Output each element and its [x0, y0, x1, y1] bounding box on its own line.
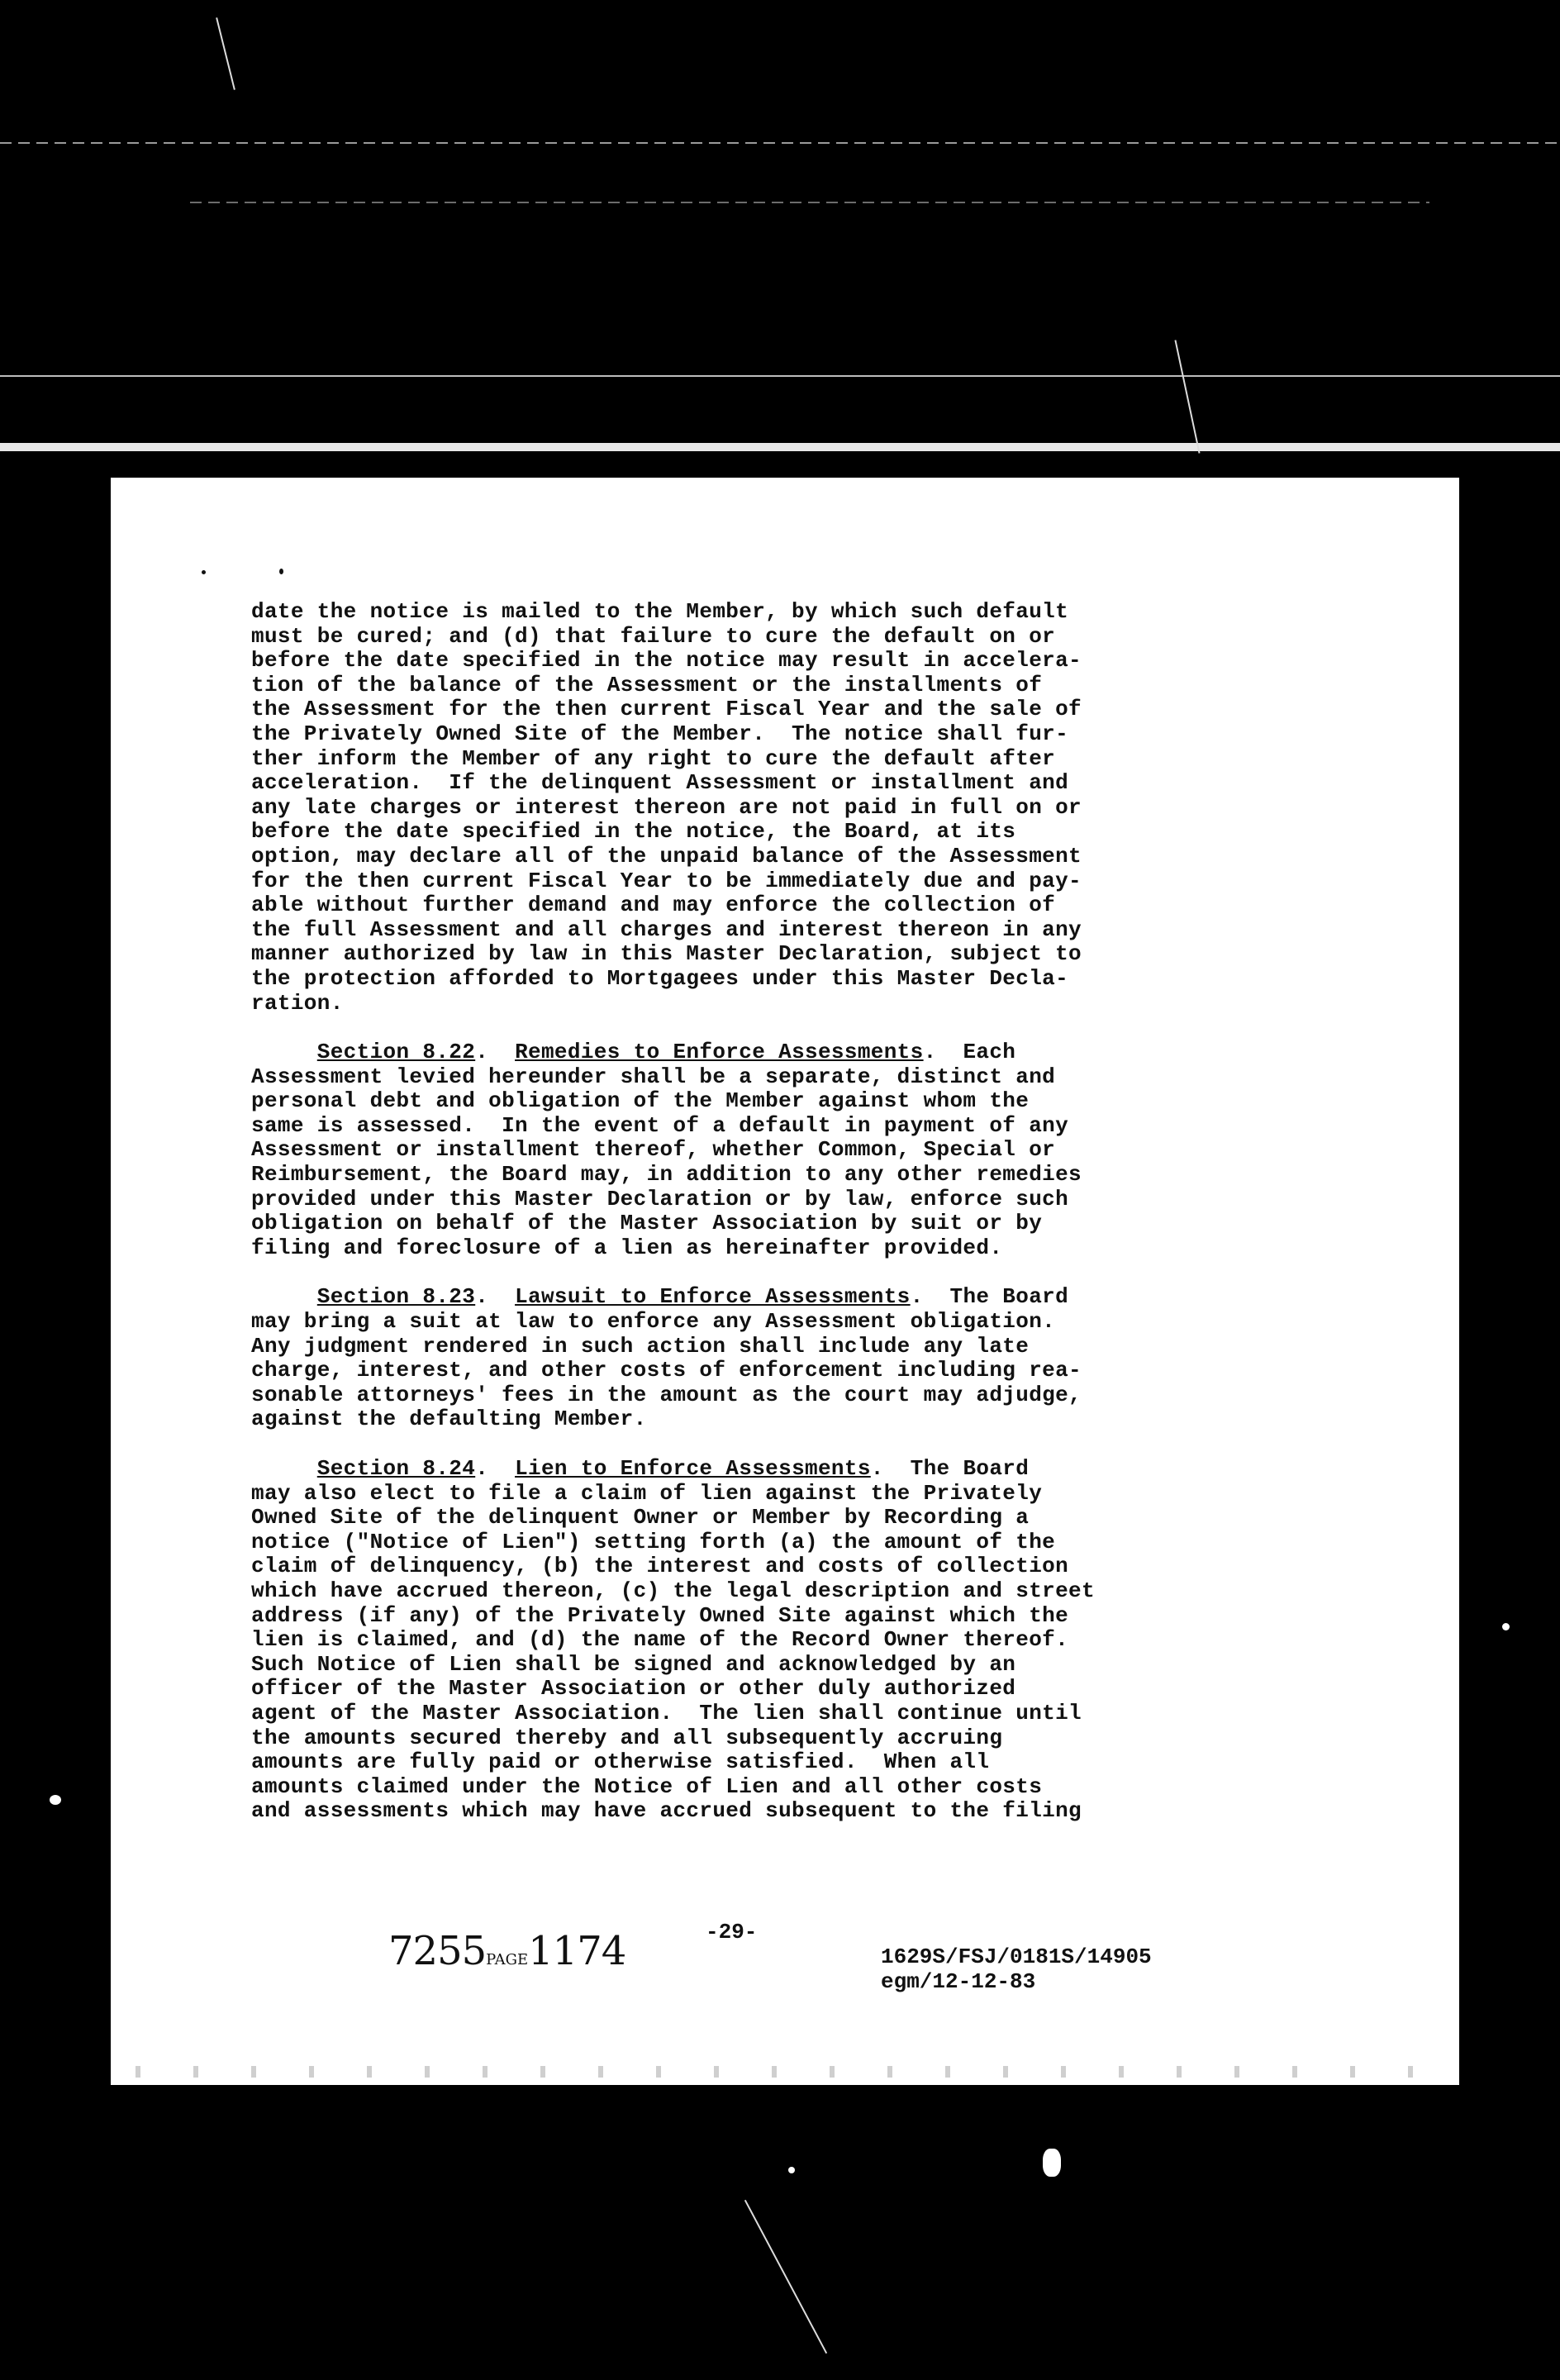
text-line: may also elect to file a claim of lien against the Privately — [251, 1480, 1043, 1506]
section-lead-text: The Board — [923, 1284, 1069, 1310]
section-lead-text: The Board — [883, 1456, 1030, 1481]
section-heading-line: Section 8.23. Lawsuit to Enforce Assessments. The Board — [316, 1284, 1069, 1310]
text-line: provided under this Master Declaration or by law, enforce such — [251, 1186, 1069, 1211]
text-line: filing and foreclosure of a lien as hereinafter provided. — [251, 1235, 1003, 1260]
section-title: Remedies to Enforce Assessments — [515, 1040, 924, 1065]
document-reference: 1629S/FSJ/0181S/14905 egm/12-12-83 — [881, 1944, 1152, 1994]
text-line: amounts are fully paid or otherwise satisfied. When all — [251, 1749, 990, 1775]
text-line: any late charges or interest thereon are not paid in full on or — [251, 794, 1082, 820]
text-line: agent of the Master Association. The lien shall continue until — [251, 1700, 1082, 1726]
body-text — [251, 600, 1391, 1824]
text-line: Reimbursement, the Board may, in addition to any other remedies — [251, 1162, 1082, 1188]
scan-artifact-line — [0, 375, 1560, 377]
section-number: Section 8.24 — [316, 1456, 476, 1481]
scan-speck — [279, 569, 283, 574]
section-heading-line: Section 8.24. Lien to Enforce Assessments. The Board — [316, 1456, 1030, 1481]
text-line: must be cured; and (d) that failure to cure the default on or — [251, 623, 1056, 649]
book-page-stamp: 7255PAGE1174 — [388, 1928, 626, 1974]
paragraph-gap — [251, 1016, 1391, 1040]
text-line: the protection afforded to Mortgagees under this Master Decla- — [251, 965, 1069, 991]
scan-artifact-line — [0, 443, 1560, 451]
scan-artifact-scratch — [744, 2200, 827, 2354]
scan-speck — [788, 2167, 795, 2173]
text-line: may bring a suit at law to enforce any Assessment obligation. — [251, 1309, 1056, 1335]
text-line: charge, interest, and other costs of enforcement including rea- — [251, 1358, 1082, 1383]
document-page — [111, 478, 1459, 2085]
text-line: the amounts secured thereby and all subsequently accruing — [251, 1725, 1003, 1750]
text-line: option, may declare all of the unpaid balance of the Assessment — [251, 843, 1082, 869]
text-line: sonable attorneys' fees in the amount as the court may adjudge, — [251, 1382, 1082, 1407]
page-bottom-edge — [111, 2066, 1459, 2078]
text-line: before the date specified in the notice, the Board, at its — [251, 819, 1016, 845]
section-title: Lien to Enforce Assessments — [515, 1456, 871, 1481]
text-line: ther inform the Member of any right to cure the default after — [251, 745, 1056, 771]
text-line: amounts claimed under the Notice of Lien and all other costs — [251, 1773, 1043, 1799]
text-line: before the date specified in the notice may result in accelera- — [251, 648, 1082, 674]
text-line: the Privately Owned Site of the Member. The notice shall fur- — [251, 721, 1069, 746]
scan-speck — [1453, 1018, 1458, 1023]
text-line: manner authorized by law in this Master Declaration, subject to — [251, 941, 1082, 967]
text-line: against the defaulting Member. — [251, 1407, 647, 1432]
section-lead-text: Each — [936, 1040, 1016, 1065]
page-number: -29- — [706, 1920, 758, 1944]
paragraph-gap — [251, 1432, 1391, 1457]
text-line: Assessment levied hereunder shall be a separate, distinct and — [251, 1064, 1056, 1089]
text-line: acceleration. If the delinquent Assessment or installment and — [251, 770, 1069, 796]
text-line: the Assessment for the then current Fiscal Year and the sale of — [251, 697, 1082, 722]
text-line: for the then current Fiscal Year to be immediately due and pay- — [251, 868, 1082, 893]
scan-artifact-scratch — [216, 17, 235, 90]
text-line: ration. — [251, 990, 344, 1016]
scan-speck — [50, 1795, 61, 1805]
scan-speck — [1043, 2149, 1061, 2177]
section-title: Lawsuit to Enforce Assessments — [515, 1284, 911, 1310]
text-line: address (if any) of the Privately Owned Site against which the — [251, 1602, 1069, 1628]
scan-artifact-line — [190, 202, 1429, 203]
section-number: Section 8.22 — [316, 1040, 476, 1065]
text-line: able without further demand and may enforce the collection of — [251, 892, 1056, 918]
scan-speck — [1502, 1623, 1510, 1630]
text-line: lien is claimed, and (d) the name of the Record Owner thereof. — [251, 1627, 1069, 1653]
text-line: Owned Site of the delinquent Owner or Member by Recording a — [251, 1505, 1030, 1530]
text-line: officer of the Master Association or other duly authorized — [251, 1676, 1016, 1702]
text-line: Such Notice of Lien shall be signed and acknowledged by an — [251, 1651, 1016, 1677]
text-line: date the notice is mailed to the Member, by which such default — [251, 599, 1069, 624]
text-line: personal debt and obligation of the Member against whom the — [251, 1088, 1030, 1114]
text-line: same is assessed. In the event of a default in payment of any — [251, 1112, 1069, 1138]
scan-artifact-line — [0, 142, 1560, 144]
text-line: Any judgment rendered in such action shall include any late — [251, 1333, 1030, 1359]
text-line: tion of the balance of the Assessment or the installments of — [251, 672, 1043, 697]
text-line: and assessments which may have accrued subsequent to the filing — [251, 1798, 1082, 1824]
paragraph-gap — [251, 1260, 1391, 1285]
text-line: the full Assessment and all charges and interest thereon in any — [251, 916, 1082, 942]
text-line: obligation on behalf of the Master Association by suit or by — [251, 1211, 1043, 1236]
text-line: claim of delinquency, (b) the interest and costs of collection — [251, 1554, 1069, 1579]
section-number: Section 8.23 — [316, 1284, 476, 1310]
scan-speck — [202, 570, 206, 574]
text-line: notice ("Notice of Lien") setting forth (a) the amount of the — [251, 1529, 1056, 1554]
scan-artifact-scratch — [1174, 340, 1200, 453]
text-line: which have accrued thereon, (c) the legal description and street — [251, 1578, 1095, 1603]
section-heading-line: Section 8.22. Remedies to Enforce Assessments. Each — [316, 1040, 1016, 1065]
text-line: Assessment or installment thereof, whether Common, Special or — [251, 1137, 1056, 1163]
